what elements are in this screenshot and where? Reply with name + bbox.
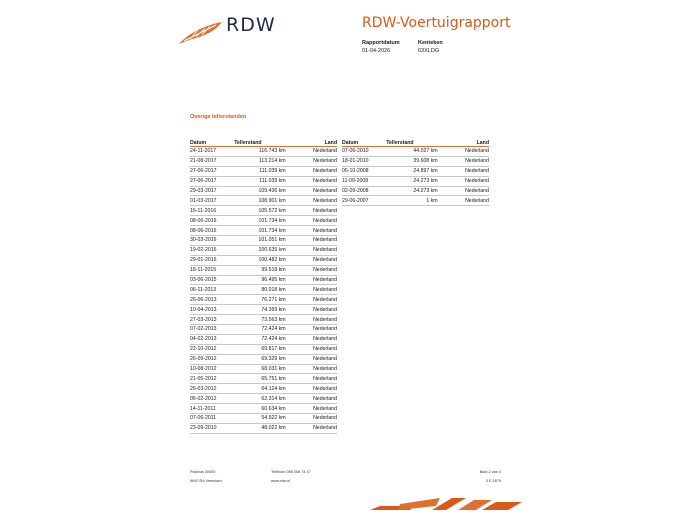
table-row [190, 423, 337, 433]
license-plate-block [418, 39, 443, 55]
cell-country: Nederland [288, 325, 337, 335]
cell-reading: 109.436 km [234, 186, 287, 196]
cell-date: 22-10-2012 [190, 344, 234, 354]
cell-reading: 60.634 km [234, 404, 287, 414]
cell-reading: 69.817 km [234, 344, 287, 354]
cell-date: 06-11-2013 [190, 285, 234, 295]
cell-country: Nederland [288, 226, 337, 236]
cell-date: 24-11-2017 [190, 147, 234, 157]
logo-text: RDW [226, 14, 276, 36]
cell-country: Nederland [440, 166, 489, 176]
cell-country: Nederland [440, 186, 489, 196]
cell-reading: 69.329 km [234, 354, 287, 364]
cell-country: Nederland [288, 156, 337, 166]
cell-reading: 101.734 km [234, 226, 287, 236]
cell-date: 04-02-2013 [190, 334, 234, 344]
table-row [190, 236, 337, 246]
cell-date: 07-06-2011 [190, 414, 234, 424]
cell-reading: 96.495 km [234, 275, 287, 285]
table-row [190, 156, 337, 166]
cell-country: Nederland [288, 305, 337, 315]
column-header-date: Datum [342, 138, 386, 147]
cell-country: Nederland [288, 374, 337, 384]
table-row [190, 295, 337, 305]
cell-reading: 100.482 km [234, 255, 287, 265]
cell-reading: 100.635 km [234, 245, 287, 255]
cell-date: 02-09-2008 [342, 186, 386, 196]
odometer-table-left [190, 138, 337, 434]
cell-date: 30-03-2016 [190, 236, 234, 246]
cell-reading: 24.897 km [386, 166, 439, 176]
cell-reading: 39.608 km [386, 156, 439, 166]
cell-reading: 64.124 km [234, 384, 287, 394]
cell-date: 11-09-2008 [342, 176, 386, 186]
cell-country: Nederland [288, 414, 337, 424]
cell-date: 29-01-2016 [190, 255, 234, 265]
cell-reading: 111.039 km [234, 166, 287, 176]
table-row [190, 176, 337, 186]
cell-reading: 101.051 km [234, 236, 287, 246]
cell-date: 23-09-2010 [190, 423, 234, 433]
cell-reading: 54.922 km [234, 414, 287, 424]
cell-date: 27-06-2017 [190, 176, 234, 186]
cell-date: 07-02-2013 [190, 325, 234, 335]
cell-date: 08-06-2016 [190, 216, 234, 226]
table-row [190, 305, 337, 315]
cell-country: Nederland [288, 344, 337, 354]
footer-address [190, 468, 222, 486]
cell-date: 27-06-2017 [190, 166, 234, 176]
cell-reading: 74.369 km [234, 305, 287, 315]
cell-country: Nederland [440, 176, 489, 186]
cell-date: 08-06-2016 [190, 226, 234, 236]
table-row [190, 414, 337, 424]
cell-date: 27-03-2013 [190, 315, 234, 325]
rdw-stripes-icon [370, 496, 525, 514]
cell-date: 14-11-2011 [190, 404, 234, 414]
table-row [190, 265, 337, 275]
cell-country: Nederland [288, 275, 337, 285]
cell-reading: 62.314 km [234, 394, 287, 404]
table-row [190, 404, 337, 414]
cell-country: Nederland [288, 285, 337, 295]
table-row [190, 325, 337, 335]
table-row [190, 374, 337, 384]
cell-date: 21-05-2012 [190, 374, 234, 384]
table-row [190, 384, 337, 394]
cell-reading: 116.743 km [234, 147, 287, 157]
table-row [190, 245, 337, 255]
cell-date: 07-06-2010 [342, 147, 386, 157]
table-row [190, 196, 337, 206]
license-plate-label: Kenteken [418, 40, 443, 46]
cell-country: Nederland [288, 265, 337, 275]
footer-website: www.rdw.nl [271, 479, 290, 483]
report-date-value: 01-04-2026 [362, 48, 391, 54]
cell-reading: 24.273 km [386, 186, 439, 196]
cell-country: Nederland [288, 186, 337, 196]
column-header-reading: Tellerstand [386, 138, 439, 147]
column-header-country: Land [288, 138, 337, 147]
table-row [190, 216, 337, 226]
table-row [190, 275, 337, 285]
table-row [190, 226, 337, 236]
cell-date: 26-03-2012 [190, 384, 234, 394]
table-row [190, 186, 337, 196]
cell-date: 19-02-2016 [190, 245, 234, 255]
table-row [190, 334, 337, 344]
cell-date: 21-08-2017 [190, 156, 234, 166]
license-plate-value: 63XLDG [418, 48, 440, 54]
report-date-label: Rapportdatum [362, 40, 400, 46]
cell-date: 26-06-2013 [190, 295, 234, 305]
cell-date: 10-04-2013 [190, 305, 234, 315]
cell-country: Nederland [288, 166, 337, 176]
cell-date: 18-11-2015 [190, 265, 234, 275]
rdw-feather-logo-icon [178, 20, 224, 46]
cell-country: Nederland [288, 404, 337, 414]
cell-country: Nederland [288, 216, 337, 226]
report-date-block [362, 39, 400, 55]
odometer-table-right [342, 138, 489, 206]
footer-phone: Telefoon 088 008 74 47 [271, 470, 311, 474]
table-row [342, 156, 489, 166]
cell-date: 29-06-2007 [342, 196, 386, 206]
table-row [190, 285, 337, 295]
cell-reading: 1 km [386, 196, 439, 206]
cell-date: 29-03-2017 [190, 186, 234, 196]
table-row [190, 255, 337, 265]
cell-date: 01-03-2017 [190, 196, 234, 206]
cell-country: Nederland [288, 354, 337, 364]
cell-country: Nederland [440, 156, 489, 166]
table-header-row [342, 138, 489, 147]
cell-reading: 72.424 km [234, 325, 287, 335]
table-row [342, 147, 489, 157]
cell-country: Nederland [288, 384, 337, 394]
cell-reading: 101.734 km [234, 216, 287, 226]
table-row [190, 394, 337, 404]
table-row [342, 176, 489, 186]
footer-page-number: Blad 2 van 4 [479, 470, 501, 474]
cell-date: 10-08-2012 [190, 364, 234, 374]
cell-date: 06-10-2008 [342, 166, 386, 176]
table-row [190, 147, 337, 157]
cell-country: Nederland [288, 206, 337, 216]
cell-reading: 68.031 km [234, 364, 287, 374]
table-row [342, 166, 489, 176]
report-title: RDW-Voertuigrapport [362, 15, 511, 31]
section-title: Overige tellerstanden [190, 114, 247, 120]
cell-country: Nederland [288, 196, 337, 206]
cell-country: Nederland [288, 394, 337, 404]
cell-date: 26-09-2012 [190, 354, 234, 364]
column-header-reading: Tellerstand [234, 138, 287, 147]
footer-po-box: Postbus 30000 [190, 470, 216, 474]
table-row [342, 196, 489, 206]
cell-reading: 76.271 km [234, 295, 287, 305]
footer-code: 3 E 1679 [485, 479, 501, 483]
rdw-logo [178, 12, 278, 48]
cell-reading: 65.751 km [234, 374, 287, 384]
table-row [190, 315, 337, 325]
cell-reading: 80.018 km [234, 285, 287, 295]
table-row [190, 344, 337, 354]
cell-reading: 113.214 km [234, 156, 287, 166]
cell-reading: 24.273 km [386, 176, 439, 186]
cell-country: Nederland [288, 315, 337, 325]
cell-country: Nederland [288, 245, 337, 255]
cell-reading: 105.572 km [234, 206, 287, 216]
cell-country: Nederland [440, 147, 489, 157]
table-row [190, 364, 337, 374]
footer-contact [271, 468, 311, 486]
cell-country: Nederland [288, 334, 337, 344]
cell-reading: 99.518 km [234, 265, 287, 275]
cell-reading: 44.027 km [386, 147, 439, 157]
cell-country: Nederland [288, 255, 337, 265]
cell-country: Nederland [288, 176, 337, 186]
cell-country: Nederland [440, 196, 489, 206]
cell-reading: 72.424 km [234, 334, 287, 344]
cell-reading: 108.901 km [234, 196, 287, 206]
cell-country: Nederland [288, 236, 337, 246]
cell-date: 16-11-2016 [190, 206, 234, 216]
table-row [190, 206, 337, 216]
cell-date: 06-02-2012 [190, 394, 234, 404]
cell-country: Nederland [288, 423, 337, 433]
footer-city: 9640 RA Veendam [190, 479, 222, 483]
column-header-country: Land [440, 138, 489, 147]
cell-country: Nederland [288, 364, 337, 374]
table-row [342, 186, 489, 196]
table-row [190, 354, 337, 364]
cell-date: 18-01-2010 [342, 156, 386, 166]
cell-country: Nederland [288, 147, 337, 157]
cell-reading: 73.563 km [234, 315, 287, 325]
table-header-row [190, 138, 337, 147]
cell-date: 03-06-2015 [190, 275, 234, 285]
cell-country: Nederland [288, 295, 337, 305]
cell-reading: 48.022 km [234, 423, 287, 433]
footer-page-info [467, 468, 501, 486]
table-row [190, 166, 337, 176]
column-header-date: Datum [190, 138, 234, 147]
cell-reading: 111.039 km [234, 176, 287, 186]
